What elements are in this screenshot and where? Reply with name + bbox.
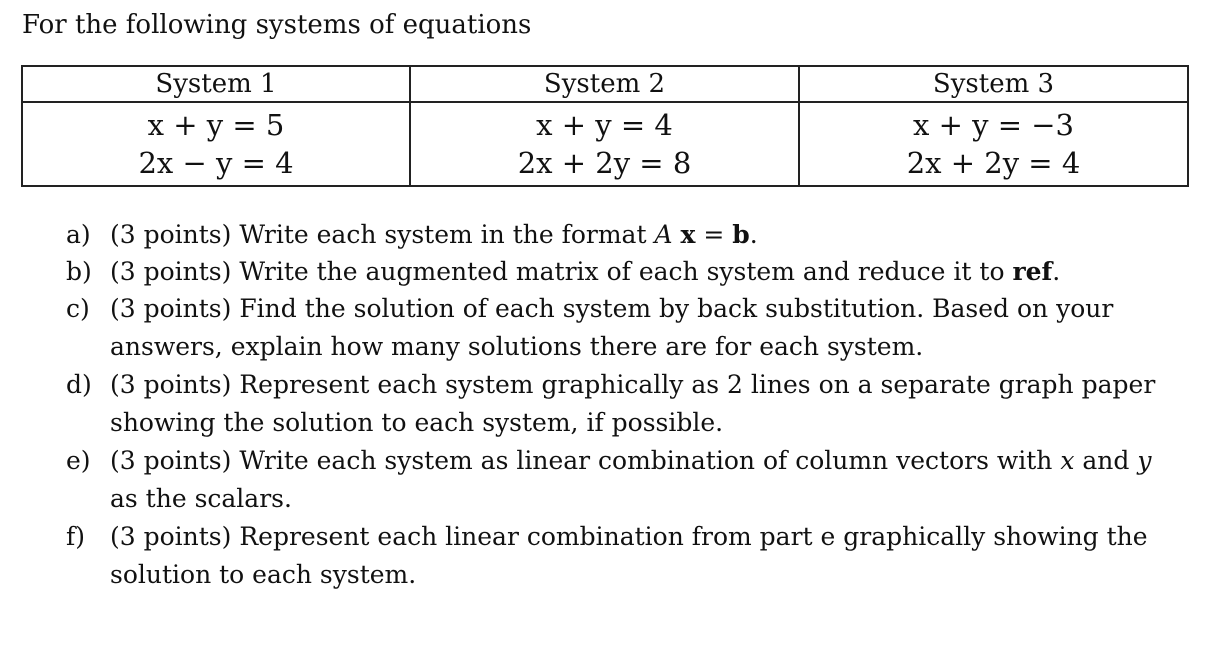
question-d-line1: (3 points) Represent each system graphically as 2 lines on a separate graph paper xyxy=(110,370,1156,399)
question-e-line1: (3 points) Write each system as linear combination of column vectors with x and y xyxy=(110,446,1152,475)
system-1-eq2: 2x − y = 4 xyxy=(138,146,294,180)
question-e-line2: as the scalars. xyxy=(110,484,292,513)
question-e-label: e) xyxy=(66,446,91,475)
table-equations-row xyxy=(22,102,1188,186)
question-b-label: b) xyxy=(66,257,92,286)
question-a-text: (3 points) Write each system in the format A x = b. xyxy=(110,220,758,249)
question-list xyxy=(58,216,1168,594)
systems-table xyxy=(21,65,1189,187)
system-3-eq1: x + y = −3 xyxy=(913,108,1074,142)
question-c-line1: (3 points) Find the solution of each system by back substitution. Based on your xyxy=(110,294,1114,323)
system-1-title: System 1 xyxy=(22,66,410,102)
question-f-line2: solution to each system. xyxy=(110,560,417,589)
question-b xyxy=(58,253,1168,291)
question-f-label: f) xyxy=(66,522,86,551)
system-3-title: System 3 xyxy=(799,66,1188,102)
question-f-line1: (3 points) Represent each linear combination from part e graphically showing the xyxy=(110,522,1148,551)
question-c-label: c) xyxy=(66,294,90,323)
question-d-label: d) xyxy=(66,370,92,399)
question-f xyxy=(58,518,1168,594)
question-c-line2: answers, explain how many solutions there are for each system. xyxy=(110,332,924,361)
system-2-eq1: x + y = 4 xyxy=(536,108,673,142)
system-1-eq1: x + y = 5 xyxy=(147,108,285,142)
question-d xyxy=(58,366,1168,442)
question-c xyxy=(58,290,1168,366)
system-2-cell xyxy=(410,102,799,186)
table-header-row xyxy=(22,66,1188,102)
question-d-line2: showing the solution to each system, if possible. xyxy=(110,408,724,437)
system-2-eq2: 2x + 2y = 8 xyxy=(517,146,692,180)
intro-text: For the following systems of equations xyxy=(22,10,532,40)
system-2-title: System 2 xyxy=(410,66,799,102)
question-a xyxy=(58,216,1168,254)
question-b-text: (3 points) Write the augmented matrix of each system and reduce it to ref. xyxy=(110,257,1061,286)
question-a-label: a) xyxy=(66,220,91,249)
system-3-cell xyxy=(799,102,1188,186)
question-e xyxy=(58,442,1168,518)
system-3-eq2: 2x + 2y = 4 xyxy=(906,146,1081,180)
system-1-cell xyxy=(22,102,410,186)
